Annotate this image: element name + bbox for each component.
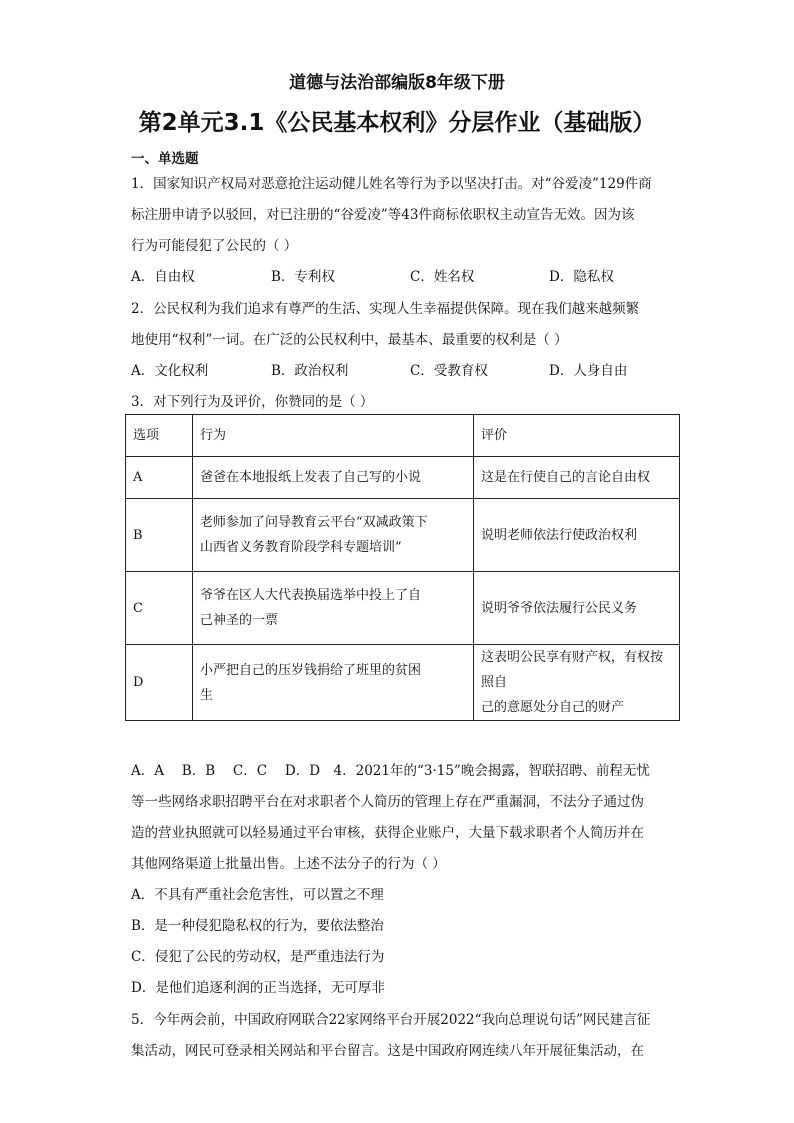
row-behavior-line: 己神圣的一票 — [200, 613, 279, 628]
q4-line-4: 其他网络渠道上批量出售。上述不法分子的行为（ ） — [131, 856, 446, 872]
row-evaluation — [474, 457, 680, 499]
q1-line-1: 1．国家知识产权局对恶意抢注运动健儿姓名等行为予以坚决打击。对“谷爱凌”129件商 — [131, 176, 652, 192]
row-option: C — [126, 572, 193, 645]
table-header-evaluation: 评价 — [474, 415, 680, 457]
q2-option-d: D．人身自由 — [549, 363, 628, 379]
row-evaluation-line: 说明爷爷依法履行公民义务 — [481, 600, 638, 616]
q1-line-3: 行为可能侵犯了公民的（ ） — [131, 238, 298, 254]
row-evaluation-line: 说明老师依法行使政治权利 — [481, 527, 638, 543]
row-evaluation — [474, 645, 680, 721]
row-behavior-line: 爷爷在区人大代表换届选举中投上了自 — [200, 588, 422, 603]
row-behavior — [193, 499, 474, 572]
row-evaluation-line: 这是在行使自己的言论自由权 — [481, 470, 651, 485]
row-behavior — [193, 645, 474, 721]
row-behavior-line: 小严把自己的压岁钱捐给了班里的贫困 — [200, 662, 422, 678]
row-behavior-line: 老师参加了问导教育云平台“双减政策下 — [200, 515, 428, 530]
row-evaluation-line: 己的意愿处分自己的财产 — [481, 700, 625, 715]
table-row — [126, 572, 680, 645]
q4-line-1: A．A B．B C．C D．D 4．2021年的“3·15”晚会揭露，智联招聘、前程无忧 — [131, 763, 650, 779]
q2-line-2: 地使用“权利”一词。在广泛的公民权利中，最基本、最重要的权利是（ ） — [131, 332, 568, 348]
q4-option-a: A．不具有严重社会危害性，可以置之不理 — [131, 887, 384, 903]
q1-option-d: D．隐私权 — [549, 269, 614, 285]
q5-line-1: 5．今年两会前，中国政府网联合22家网络平台开展2022“我向总理说句话”网民建言征 — [131, 1012, 651, 1028]
row-behavior — [193, 457, 474, 499]
q1-option-c: C．姓名权 — [410, 269, 475, 285]
q2-option-b: B．政治权利 — [271, 363, 349, 379]
q1-line-2: 标注册申请予以驳回，对已注册的“谷爱凌”等43件商标依职权主动宣告无效。因为该 — [131, 207, 635, 223]
q2-line-1: 2．公民权利为我们追求有尊严的生活、实现人生幸福提供保障。现在我们越来越频繁 — [131, 301, 640, 317]
row-option: B — [126, 499, 193, 572]
row-behavior — [193, 572, 474, 645]
row-behavior-line: 山西省义务教育阶段学科专题培训” — [200, 540, 402, 555]
table-row — [126, 499, 680, 572]
table-row — [126, 457, 680, 499]
q4-option-c: C．侵犯了公民的劳动权，是严重违法行为 — [131, 949, 385, 965]
q3-stem: 3．对下列行为及评价，你赞同的是（ ） — [131, 394, 374, 410]
row-evaluation — [474, 572, 680, 645]
table-header-row — [126, 415, 680, 457]
section-heading: 一、单选题 — [131, 151, 199, 167]
table-row — [126, 645, 680, 721]
row-behavior-line: 爸爸在本地报纸上发表了自己写的小说 — [200, 470, 422, 485]
document-title: 道德与法治部编版8年级下册 — [289, 73, 505, 93]
q2-option-c: C．受教育权 — [410, 363, 488, 379]
q1-option-a: A．自由权 — [131, 269, 195, 285]
row-option: A — [126, 457, 193, 499]
q3-table — [125, 414, 680, 721]
q4-option-b: B．是一种侵犯隐私权的行为，要依法整治 — [131, 918, 384, 934]
q4-line-2: 等一些网络求职招聘平台在对求职者个人简历的管理上存在严重漏洞，不法分子通过伪 — [131, 794, 644, 810]
q4-line-3: 造的营业执照就可以轻易通过平台审核，获得企业账户，大量下载求职者个人简历并在 — [131, 825, 644, 841]
table-header-behavior: 行为 — [193, 415, 474, 457]
document-subtitle: 第2单元3.1《公民基本权利》分层作业（基础版） — [138, 110, 656, 136]
table-header-option: 选项 — [126, 415, 193, 457]
q1-option-b: B．专利权 — [271, 269, 335, 285]
row-evaluation-line: 这表明公民享有财产权，有权按照自 — [481, 650, 664, 690]
row-option: D — [126, 645, 193, 721]
q2-option-a: A．文化权利 — [131, 363, 209, 379]
row-evaluation — [474, 499, 680, 572]
q5-line-2: 集活动，网民可登录相关网站和平台留言。这是中国政府网连续八年开展征集活动，在 — [131, 1043, 644, 1059]
row-behavior-line: 生 — [200, 687, 214, 703]
q4-option-d: D．是他们追逐利润的正当选择，无可厚非 — [131, 980, 385, 996]
